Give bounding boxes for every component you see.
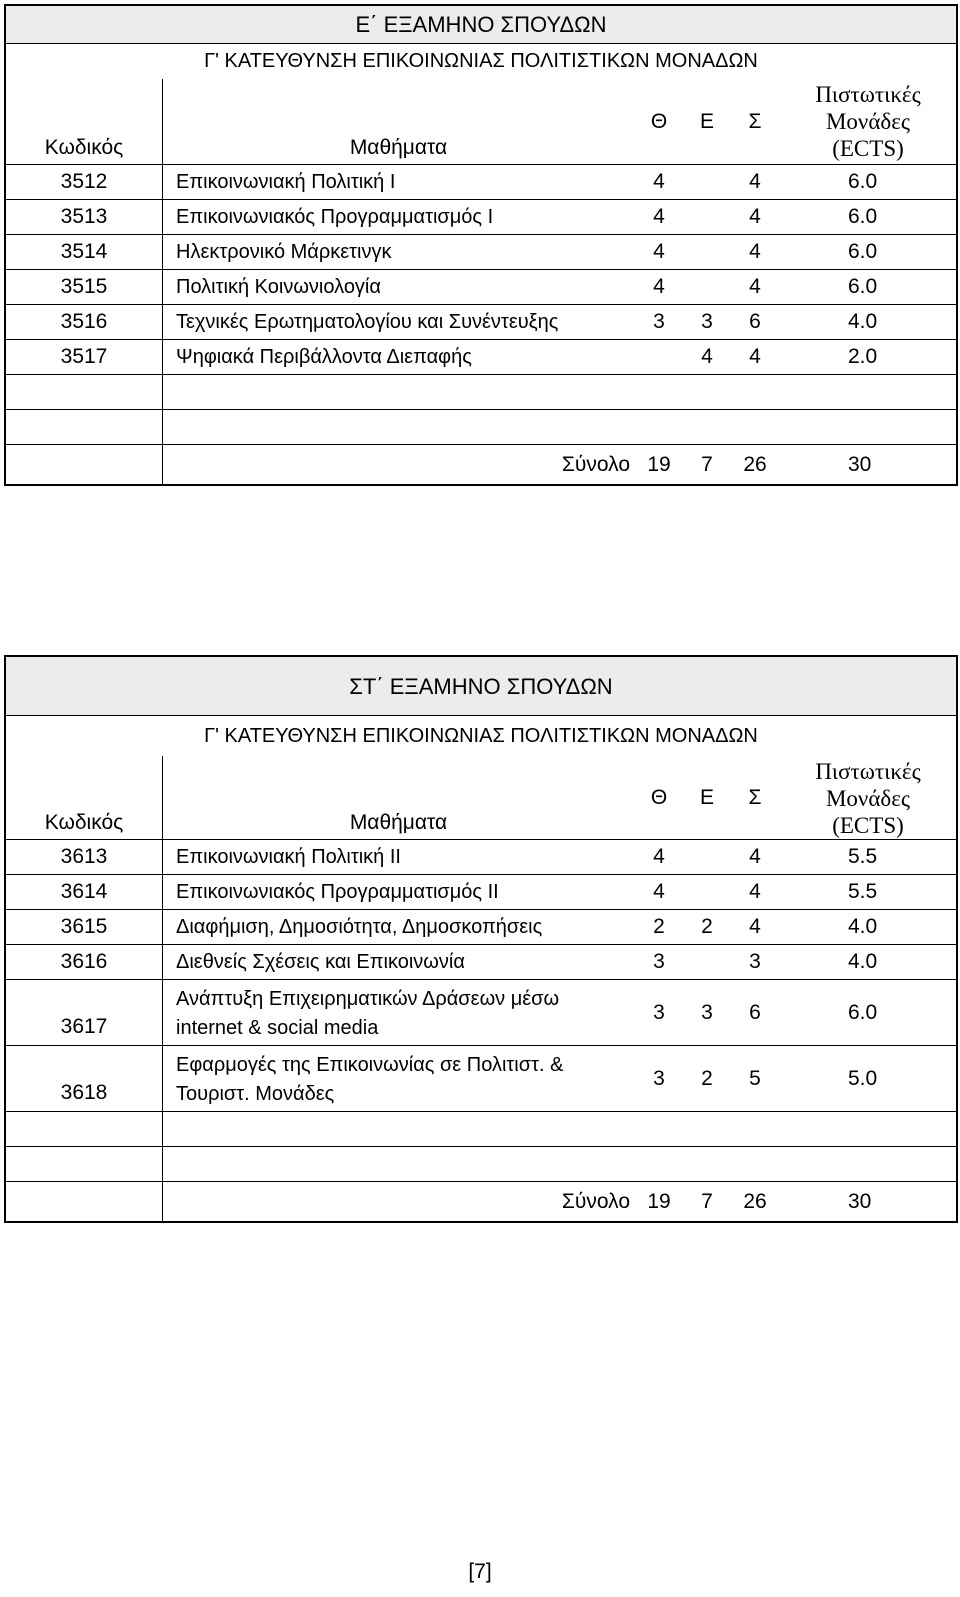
course-code: 3615 xyxy=(60,915,108,938)
course-theory xyxy=(634,340,684,374)
semester-6-table xyxy=(4,655,958,1223)
course-ects: 6.0 xyxy=(848,205,878,228)
total-label: Σύνολο xyxy=(162,1182,634,1221)
course-ects: 6.0 xyxy=(848,170,878,193)
table-row xyxy=(6,165,956,200)
course-theory: 4 xyxy=(653,170,665,193)
header-ects-line1: Πιστωτικές xyxy=(815,82,921,107)
course-code: 3618 xyxy=(60,1081,108,1104)
course-name: Επικοινωνιακή Πολιτική ΙΙ xyxy=(162,840,634,874)
course-name: Διεθνείς Σχέσεις και Επικοινωνία xyxy=(162,945,634,979)
course-theory: 3 xyxy=(653,310,665,333)
course-code: 3512 xyxy=(60,170,108,193)
header-ects-line1: Πιστωτικές xyxy=(815,759,921,784)
direction-row xyxy=(6,716,956,756)
header-code: Κωδικός xyxy=(44,811,124,834)
total-lab: 7 xyxy=(701,1189,713,1213)
header-course: Μαθήματα xyxy=(162,756,634,839)
course-theory: 4 xyxy=(653,275,665,298)
empty-course-cell xyxy=(162,1147,634,1181)
course-lab: 3 xyxy=(701,1000,713,1024)
course-name: Επικοινωνιακή Πολιτική Ι xyxy=(162,165,634,199)
empty-course-cell xyxy=(162,1112,634,1146)
course-code: 3513 xyxy=(60,205,108,228)
table-row xyxy=(6,305,956,340)
header-ects xyxy=(780,756,956,839)
course-theory: 4 xyxy=(653,240,665,263)
header-theory: Θ xyxy=(650,785,668,809)
course-hours: 4 xyxy=(749,275,761,298)
course-lab: 3 xyxy=(701,310,713,333)
course-lab xyxy=(684,235,730,269)
course-name-line2: internet & social media xyxy=(176,1017,379,1039)
total-hours: 26 xyxy=(743,452,767,476)
course-lab: 4 xyxy=(701,345,713,368)
total-row xyxy=(6,445,956,484)
table-row xyxy=(6,235,956,270)
course-name xyxy=(162,980,634,1045)
semester-5-table xyxy=(4,4,958,486)
course-ects: 5.5 xyxy=(848,880,878,903)
direction-title: Γ' ΚΑΤΕΥΘΥΝΣΗ ΕΠΙΚΟΙΝΩΝΙΑΣ ΠΟΛΙΤΙΣΤΙΚΩΝ ΜΟΝΑΔΩΝ xyxy=(204,50,758,72)
header-course: Μαθήματα xyxy=(162,79,634,164)
header-ects-line2: Μονάδες xyxy=(825,109,910,134)
header-ects-line3: (ECTS) xyxy=(832,136,904,161)
direction-row xyxy=(6,44,956,79)
header-code: Κωδικός xyxy=(44,136,124,159)
course-ects: 6.0 xyxy=(848,1000,878,1024)
header-row xyxy=(6,756,956,840)
course-hours: 4 xyxy=(749,915,761,938)
course-code: 3516 xyxy=(60,310,108,333)
course-hours: 3 xyxy=(749,950,761,973)
header-total-hours: Σ xyxy=(748,109,762,133)
course-name: Τεχνικές Ερωτηματολογίου και Συνέντευξης xyxy=(162,305,634,339)
table-row xyxy=(6,945,956,980)
course-code: 3614 xyxy=(60,880,108,903)
course-hours: 5 xyxy=(749,1066,761,1090)
total-ects: 30 xyxy=(848,452,872,476)
course-theory: 4 xyxy=(653,205,665,228)
course-ects: 5.0 xyxy=(848,1066,878,1090)
header-lab: Ε xyxy=(699,109,714,133)
course-lab: 2 xyxy=(701,1066,713,1090)
course-theory: 3 xyxy=(653,1066,665,1090)
course-ects: 6.0 xyxy=(848,240,878,263)
total-theory: 19 xyxy=(647,452,671,476)
table-row xyxy=(6,200,956,235)
total-ects: 30 xyxy=(848,1189,872,1213)
course-lab xyxy=(684,165,730,199)
course-code: 3514 xyxy=(60,240,108,263)
empty-row xyxy=(6,1147,956,1182)
course-hours: 4 xyxy=(749,170,761,193)
course-theory: 2 xyxy=(653,915,665,938)
course-ects: 4.0 xyxy=(848,915,878,938)
course-lab xyxy=(684,200,730,234)
empty-row xyxy=(6,410,956,445)
course-name: Ψηφιακά Περιβάλλοντα Διεπαφής xyxy=(162,340,634,374)
table-row xyxy=(6,840,956,875)
course-name-line2: Τουριστ. Μονάδες xyxy=(176,1083,335,1105)
course-name-line1: Εφαρμογές της Επικοινωνίας σε Πολιτιστ. & xyxy=(176,1054,564,1076)
course-code: 3613 xyxy=(60,845,108,868)
total-label: Σύνολο xyxy=(162,445,634,484)
header-ects-line2: Μονάδες xyxy=(825,786,910,811)
course-ects: 4.0 xyxy=(848,950,878,973)
course-hours: 4 xyxy=(749,880,761,903)
total-row xyxy=(6,1182,956,1221)
table-row xyxy=(6,270,956,305)
course-name: Πολιτική Κοινωνιολογία xyxy=(162,270,634,304)
course-theory: 4 xyxy=(653,880,665,903)
course-hours: 6 xyxy=(749,1000,761,1024)
course-hours: 4 xyxy=(749,240,761,263)
course-ects: 2.0 xyxy=(848,345,878,368)
table-row xyxy=(6,980,956,1046)
course-ects: 6.0 xyxy=(848,275,878,298)
course-code: 3517 xyxy=(60,345,108,368)
course-lab: 2 xyxy=(701,915,713,938)
course-hours: 4 xyxy=(749,845,761,868)
empty-row xyxy=(6,375,956,410)
course-ects: 5.5 xyxy=(848,845,878,868)
empty-row xyxy=(6,1112,956,1147)
course-theory: 4 xyxy=(653,845,665,868)
total-lab: 7 xyxy=(701,452,713,476)
course-code: 3616 xyxy=(60,950,108,973)
course-lab xyxy=(684,875,730,909)
page-number: [7] xyxy=(468,1560,492,1583)
total-hours: 26 xyxy=(743,1189,767,1213)
course-hours: 4 xyxy=(749,205,761,228)
course-name: Διαφήμιση, Δημοσιότητα, Δημοσκοπήσεις xyxy=(162,910,634,944)
total-theory: 19 xyxy=(647,1189,671,1213)
header-ects-line3: (ECTS) xyxy=(832,813,904,838)
course-name: Επικοινωνιακός Προγραμματισμός Ι xyxy=(162,200,634,234)
table-row xyxy=(6,875,956,910)
course-lab xyxy=(684,945,730,979)
table-row xyxy=(6,1046,956,1112)
table-row xyxy=(6,340,956,375)
header-row xyxy=(6,79,956,165)
course-hours: 4 xyxy=(749,345,761,368)
semester-title-row xyxy=(6,6,956,44)
semester-title: Ε΄ ΕΞΑΜΗΝΟ ΣΠΟΥΔΩΝ xyxy=(355,12,607,37)
empty-course-cell xyxy=(162,375,634,409)
direction-title: Γ' ΚΑΤΕΥΘΥΝΣΗ ΕΠΙΚΟΙΝΩΝΙΑΣ ΠΟΛΙΤΙΣΤΙΚΩΝ ΜΟΝΑΔΩΝ xyxy=(204,725,758,747)
course-name xyxy=(162,1046,634,1111)
course-code: 3617 xyxy=(60,1015,108,1038)
course-hours: 6 xyxy=(749,310,761,333)
header-total-hours: Σ xyxy=(748,785,762,809)
course-lab xyxy=(684,840,730,874)
course-lab xyxy=(684,270,730,304)
course-name: Επικοινωνιακός Προγραμματισμός ΙΙ xyxy=(162,875,634,909)
header-lab: Ε xyxy=(699,785,714,809)
course-ects: 4.0 xyxy=(848,310,878,333)
header-ects xyxy=(780,79,956,164)
semester-title-row xyxy=(6,657,956,716)
course-name-line1: Ανάπτυξη Επιχειρηματικών Δράσεων μέσω xyxy=(176,988,560,1010)
course-theory: 3 xyxy=(653,1000,665,1024)
course-code: 3515 xyxy=(60,275,108,298)
header-theory: Θ xyxy=(650,109,668,133)
empty-course-cell xyxy=(162,410,634,444)
course-theory: 3 xyxy=(653,950,665,973)
table-row xyxy=(6,910,956,945)
semester-title: ΣΤ΄ ΕΞΑΜΗΝΟ ΣΠΟΥΔΩΝ xyxy=(349,674,613,699)
course-name: Ηλεκτρονικό Μάρκετινγκ xyxy=(162,235,634,269)
